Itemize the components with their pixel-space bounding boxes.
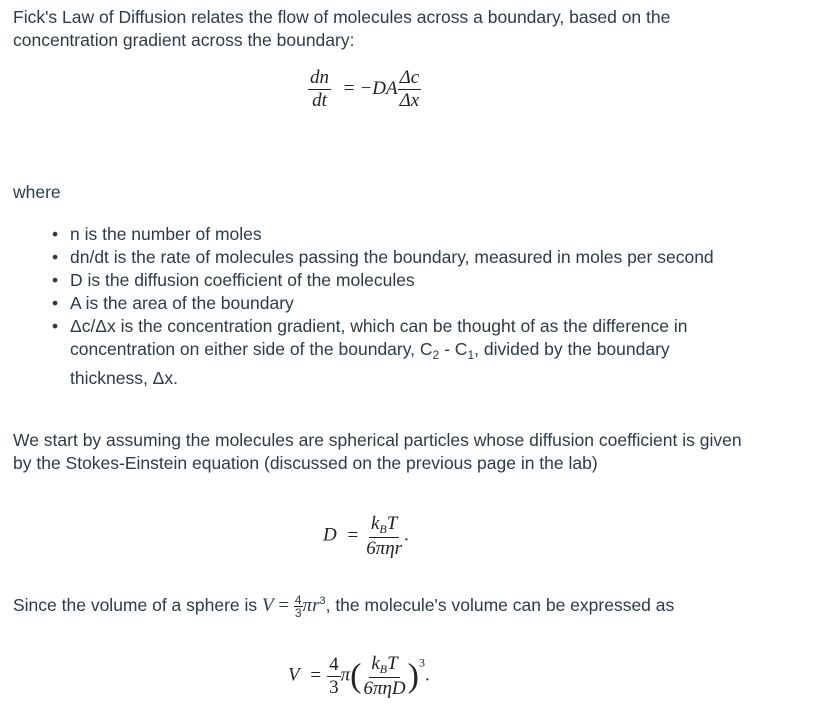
sphere-volume-paragraph: [13, 590, 753, 619]
stokes-einstein-paragraph: We start by assuming the molecules are spherical particles whose diffusion coefficient is given by the Stokes-Einstein equation (discussed on the previous page in the lab): [13, 430, 742, 473]
equals-sign: =: [343, 77, 355, 99]
four-numerator: 4: [329, 653, 339, 675]
intro-paragraph: Fick's Law of Diffusion relates the flow of molecules across a boundary, based on the concentration gradient across the boundary:: [13, 7, 671, 50]
minus-text: -: [439, 339, 455, 359]
four-thirds-fraction: [294, 594, 303, 619]
six-pi-eta-r-denominator: 6πηr: [366, 537, 403, 559]
list-item: • A is the area of the boundary: [52, 292, 742, 315]
stokes-einstein-equation: [323, 514, 409, 559]
gradient-fraction: [398, 68, 422, 111]
delta-c-numerator: Δc: [399, 67, 420, 88]
dt-denominator: dt: [312, 89, 327, 111]
ficks-law-equation: [308, 68, 421, 111]
volume-text: Since the volume of a sphere is: [13, 594, 263, 615]
equals-sign: =: [347, 524, 359, 546]
list-item: • n is the number of moles: [52, 223, 742, 246]
four-thirds-fraction: [327, 655, 341, 698]
radius-fraction: [361, 654, 407, 699]
definitions-list: [52, 223, 742, 390]
kbt-numerator: [369, 514, 399, 538]
where-label: where: [13, 182, 61, 202]
c1-symbol: C: [454, 339, 468, 359]
d-symbol: D: [323, 524, 337, 546]
six-pi-eta-d-denominator: 6πηD: [363, 677, 406, 699]
pi-symbol: π: [340, 664, 351, 686]
c1-subscript: 1: [467, 348, 475, 362]
list-item: • D is the diffusion coefficient of the molecules: [52, 269, 742, 292]
close-paren: ): [407, 657, 419, 695]
delta-x-denominator: Δx: [399, 89, 420, 111]
period: .: [404, 524, 409, 546]
equals-sign: =: [273, 594, 294, 616]
v-symbol: V: [288, 664, 300, 686]
list-item: [52, 315, 742, 390]
three-denominator: 3: [294, 605, 302, 620]
period: .: [424, 664, 430, 686]
pi-r-symbol: πr: [302, 594, 320, 616]
open-paren: (: [350, 657, 362, 695]
dn-dt-fraction: [308, 68, 331, 111]
cube-exponent: 3: [418, 655, 425, 670]
t-symbol: T: [386, 513, 398, 534]
list-item: • dn/dt is the rate of molecules passing the boundary, measured in moles per second: [52, 246, 742, 269]
b-subscript: B: [379, 662, 388, 676]
equals-sign: =: [310, 664, 322, 686]
gradient-text: Δc/Δx is the concentration gradient, which can be thought of as the difference in concentration on either side of the boundary, C: [70, 316, 688, 359]
stokes-fraction: [364, 514, 404, 559]
k-symbol: k: [370, 513, 380, 534]
volume-equation: [288, 654, 430, 699]
k-symbol: k: [371, 653, 380, 674]
cube-exponent: 3: [319, 595, 326, 607]
v-symbol: V: [262, 594, 274, 616]
neg-da-coefficient: −DA: [359, 77, 398, 99]
volume-text-tail: , the molecule's volume can be expressed as: [325, 594, 675, 615]
gradient-tail: , divided by the boundary thickness, Δx.: [70, 339, 670, 388]
t-symbol: T: [387, 653, 398, 674]
four-numerator: 4: [294, 592, 302, 607]
dn-numerator: dn: [310, 67, 329, 88]
three-denominator: 3: [329, 676, 339, 698]
b-subscript: B: [379, 522, 387, 536]
c2-subscript: 2: [432, 348, 440, 362]
kbt-numerator: [369, 654, 399, 678]
